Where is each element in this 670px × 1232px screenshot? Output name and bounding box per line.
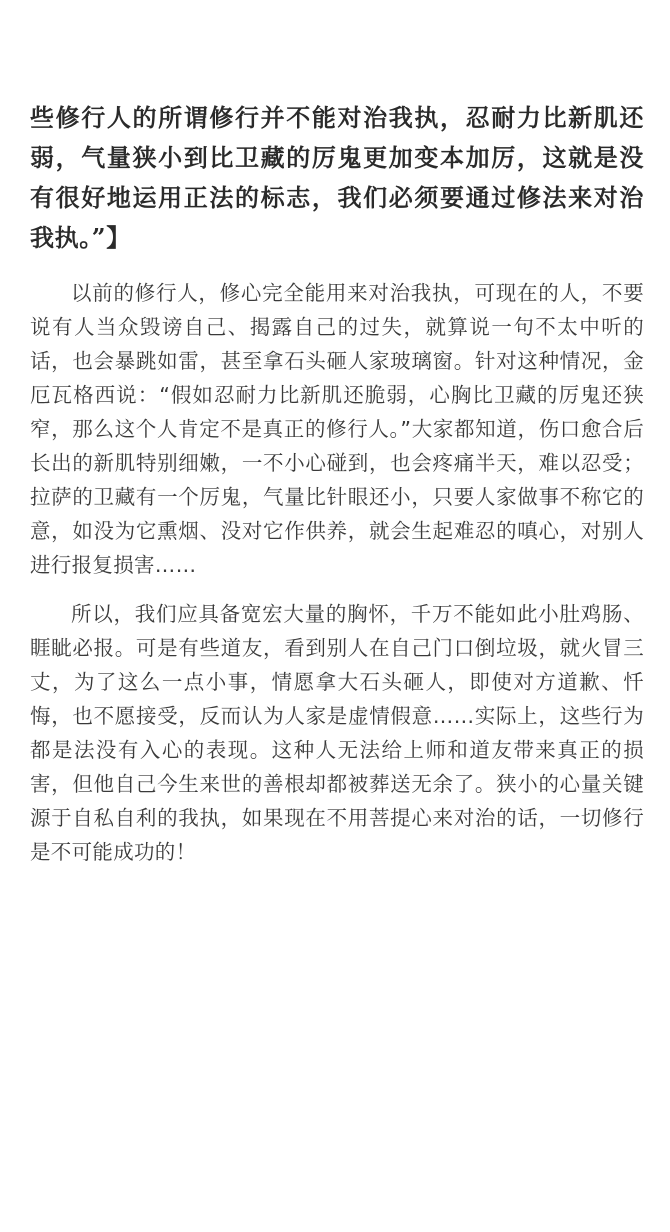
quoted-passage: 些修行人的所谓修行并不能对治我执，忍耐力比新肌还弱，气量狭小到比卫藏的厉鬼更加变本加厉，这就是没有很好地运用正法的标志，我们必须要通过修法来对治我执。”】 bbox=[30, 103, 644, 252]
body-paragraph: 以前的修行人，修心完全能用来对治我执，可现在的人，不要说有人当众毁谤自己、揭露自己的过失，就算说一句不太中听的话，也会暴跳如雷，甚至拿石头砸人家玻璃窗。针对这种情况，金厄瓦格西说：“假如忍耐力比新肌还脆弱，心胸比卫藏的厉鬼还狭窄，那么这个人肯定不是真正的修行人。”大家都知道，伤口愈合后长出的新肌特别细嫩，一不小心碰到，也会疼痛半天，难以忍受；拉萨的卫藏有一个厉鬼，气量比针眼还小，只要人家做事不称它的意，如没为它熏烟、没对它作供养，就会生起难忍的嗔心，对别人进行报复损害…… bbox=[30, 281, 644, 577]
body-paragraph: 所以，我们应具备宽宏大量的胸怀，千万不能如此小肚鸡肠、睚眦必报。可是有些道友，看到别人在自己门口倒垃圾，就火冒三丈，为了这么一点小事，情愿拿大石头砸人，即使对方道歉、忏悔，也不愿接受，反而认为人家是虚情假意……实际上，这些行为都是法没有入心的表现。这种人无法给上师和道友带来真正的损害，但他自己今生来世的善根却都被葬送无余了。狭小的心量关键源于自私自利的我执，如果现在不用菩提心来对治的话，一切修行是不可能成功的！ bbox=[30, 602, 644, 864]
article-body bbox=[30, 98, 644, 869]
